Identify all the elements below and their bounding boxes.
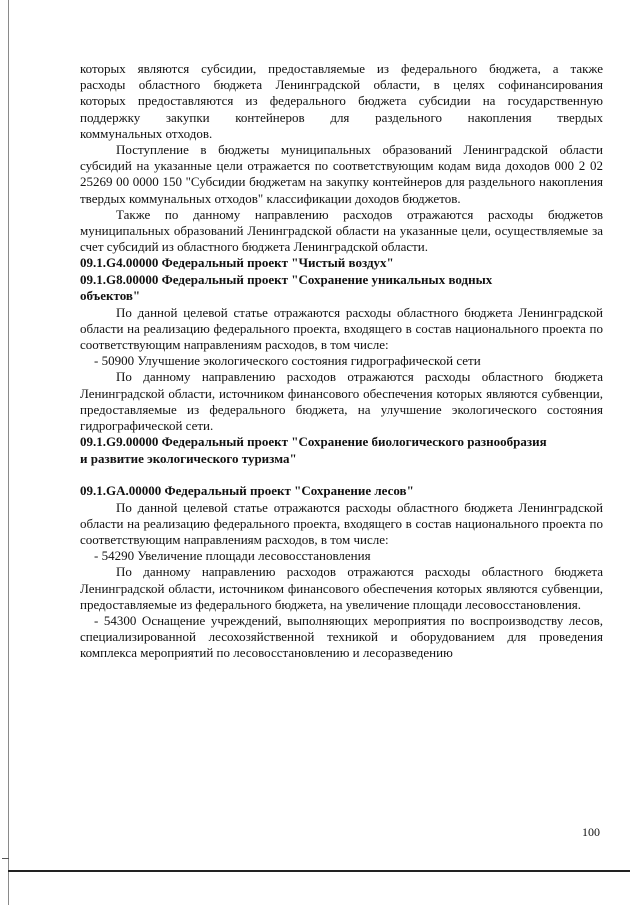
paragraph-line: которых являются субсидии, предоставляемые из федерального бюджета, а также <box>80 61 603 76</box>
paragraph-forest-project: По данной целевой статье отражаются расходы областного бюджета Ленинградской области на реализацию федерального проекта, входящего в состав национального проекта по соответствующим направлениям расходов, в том числе: <box>80 499 603 547</box>
page-edge-mark <box>2 858 9 859</box>
paragraph-line: поддержку закупки контейнеров для раздельного накопления твердых <box>80 109 603 125</box>
paragraph-municipal-expenses: Также по данному направлению расходов отражаются расходы бюджетов муниципальных образований Ленинградской области на указанные цели, осуществляемые за счет субсидий из областного бюджета Ленинградской области. <box>80 206 603 255</box>
heading-clean-air: 09.1.G4.00000 Федеральный проект "Чистый воздух" <box>80 255 394 271</box>
heading-biodiversity-line1: 09.1.G9.00000 Федеральный проект "Сохранение биологического разнообразия <box>80 434 547 450</box>
paragraph-water-project: По данной целевой статье отражаются расходы областного бюджета Ленинградской области на реализацию федерального проекта, входящего в состав национального проекта по соответствующим направлениям расходов, в том числе: <box>80 304 603 353</box>
heading-forests: 09.1.GA.00000 Федеральный проект "Сохранение лесов" <box>80 483 414 499</box>
heading-biodiversity-line2: и развитие экологического туризма" <box>80 450 297 466</box>
paragraph-line: которых предоставляются из федерального бюджета субсидии на государственную <box>80 93 603 109</box>
list-item-50900: - 50900 Улучшение экологического состояния гидрографической сети <box>94 353 481 369</box>
paragraph-line: коммунальных отходов. <box>80 125 213 141</box>
paragraph-line: расходы областного бюджета Ленинградской области, в целях софинансирования <box>80 77 603 93</box>
paragraph-reforestation: По данному направлению расходов отражаются расходы областного бюджета Ленинградской области, источником финансового обеспечения которых являются субвенции, предоставляемые из федерального бюджета, на увеличение площади лесовосстановления. <box>80 564 603 612</box>
document-body <box>80 61 603 662</box>
page-number: 100 <box>582 825 600 839</box>
page-edge-line <box>8 0 9 905</box>
list-item-54290: - 54290 Увеличение площади лесовосстановления <box>94 548 371 564</box>
paragraph-subsidies-receipt: Поступление в бюджеты муниципальных образований Ленинградской области субсидий на указанные цели отражается по соответствующим кодам вида доходов 000 2 02 25269 00 0000 150 "Субсидии бюджетам на закупку контейнеров для раздельного накопления твердых коммунальных отходов" классификации доходов бюджетов. <box>80 142 603 206</box>
heading-water-objects-line2: объектов" <box>80 288 141 304</box>
heading-water-objects-line1: 09.1.G8.00000 Федеральный проект "Сохранение уникальных водных <box>80 271 493 287</box>
page-bottom-line <box>8 870 630 872</box>
list-item-54300: - 54300 Оснащение учреждений, выполняющих мероприятия по воспроизводству лесов, специализированной лесохозяйственной техникой и оборудованием для проведения комплекса мероприятий по лесовосстановлению и лесоразведению <box>80 612 603 661</box>
paragraph-hydro-network: По данному направлению расходов отражаются расходы областного бюджета Ленинградской области, источником финансового обеспечения которых являются субвенции, предоставляемые из федерального бюджета, на улучшение экологического состояния гидрографической сети. <box>80 369 603 434</box>
